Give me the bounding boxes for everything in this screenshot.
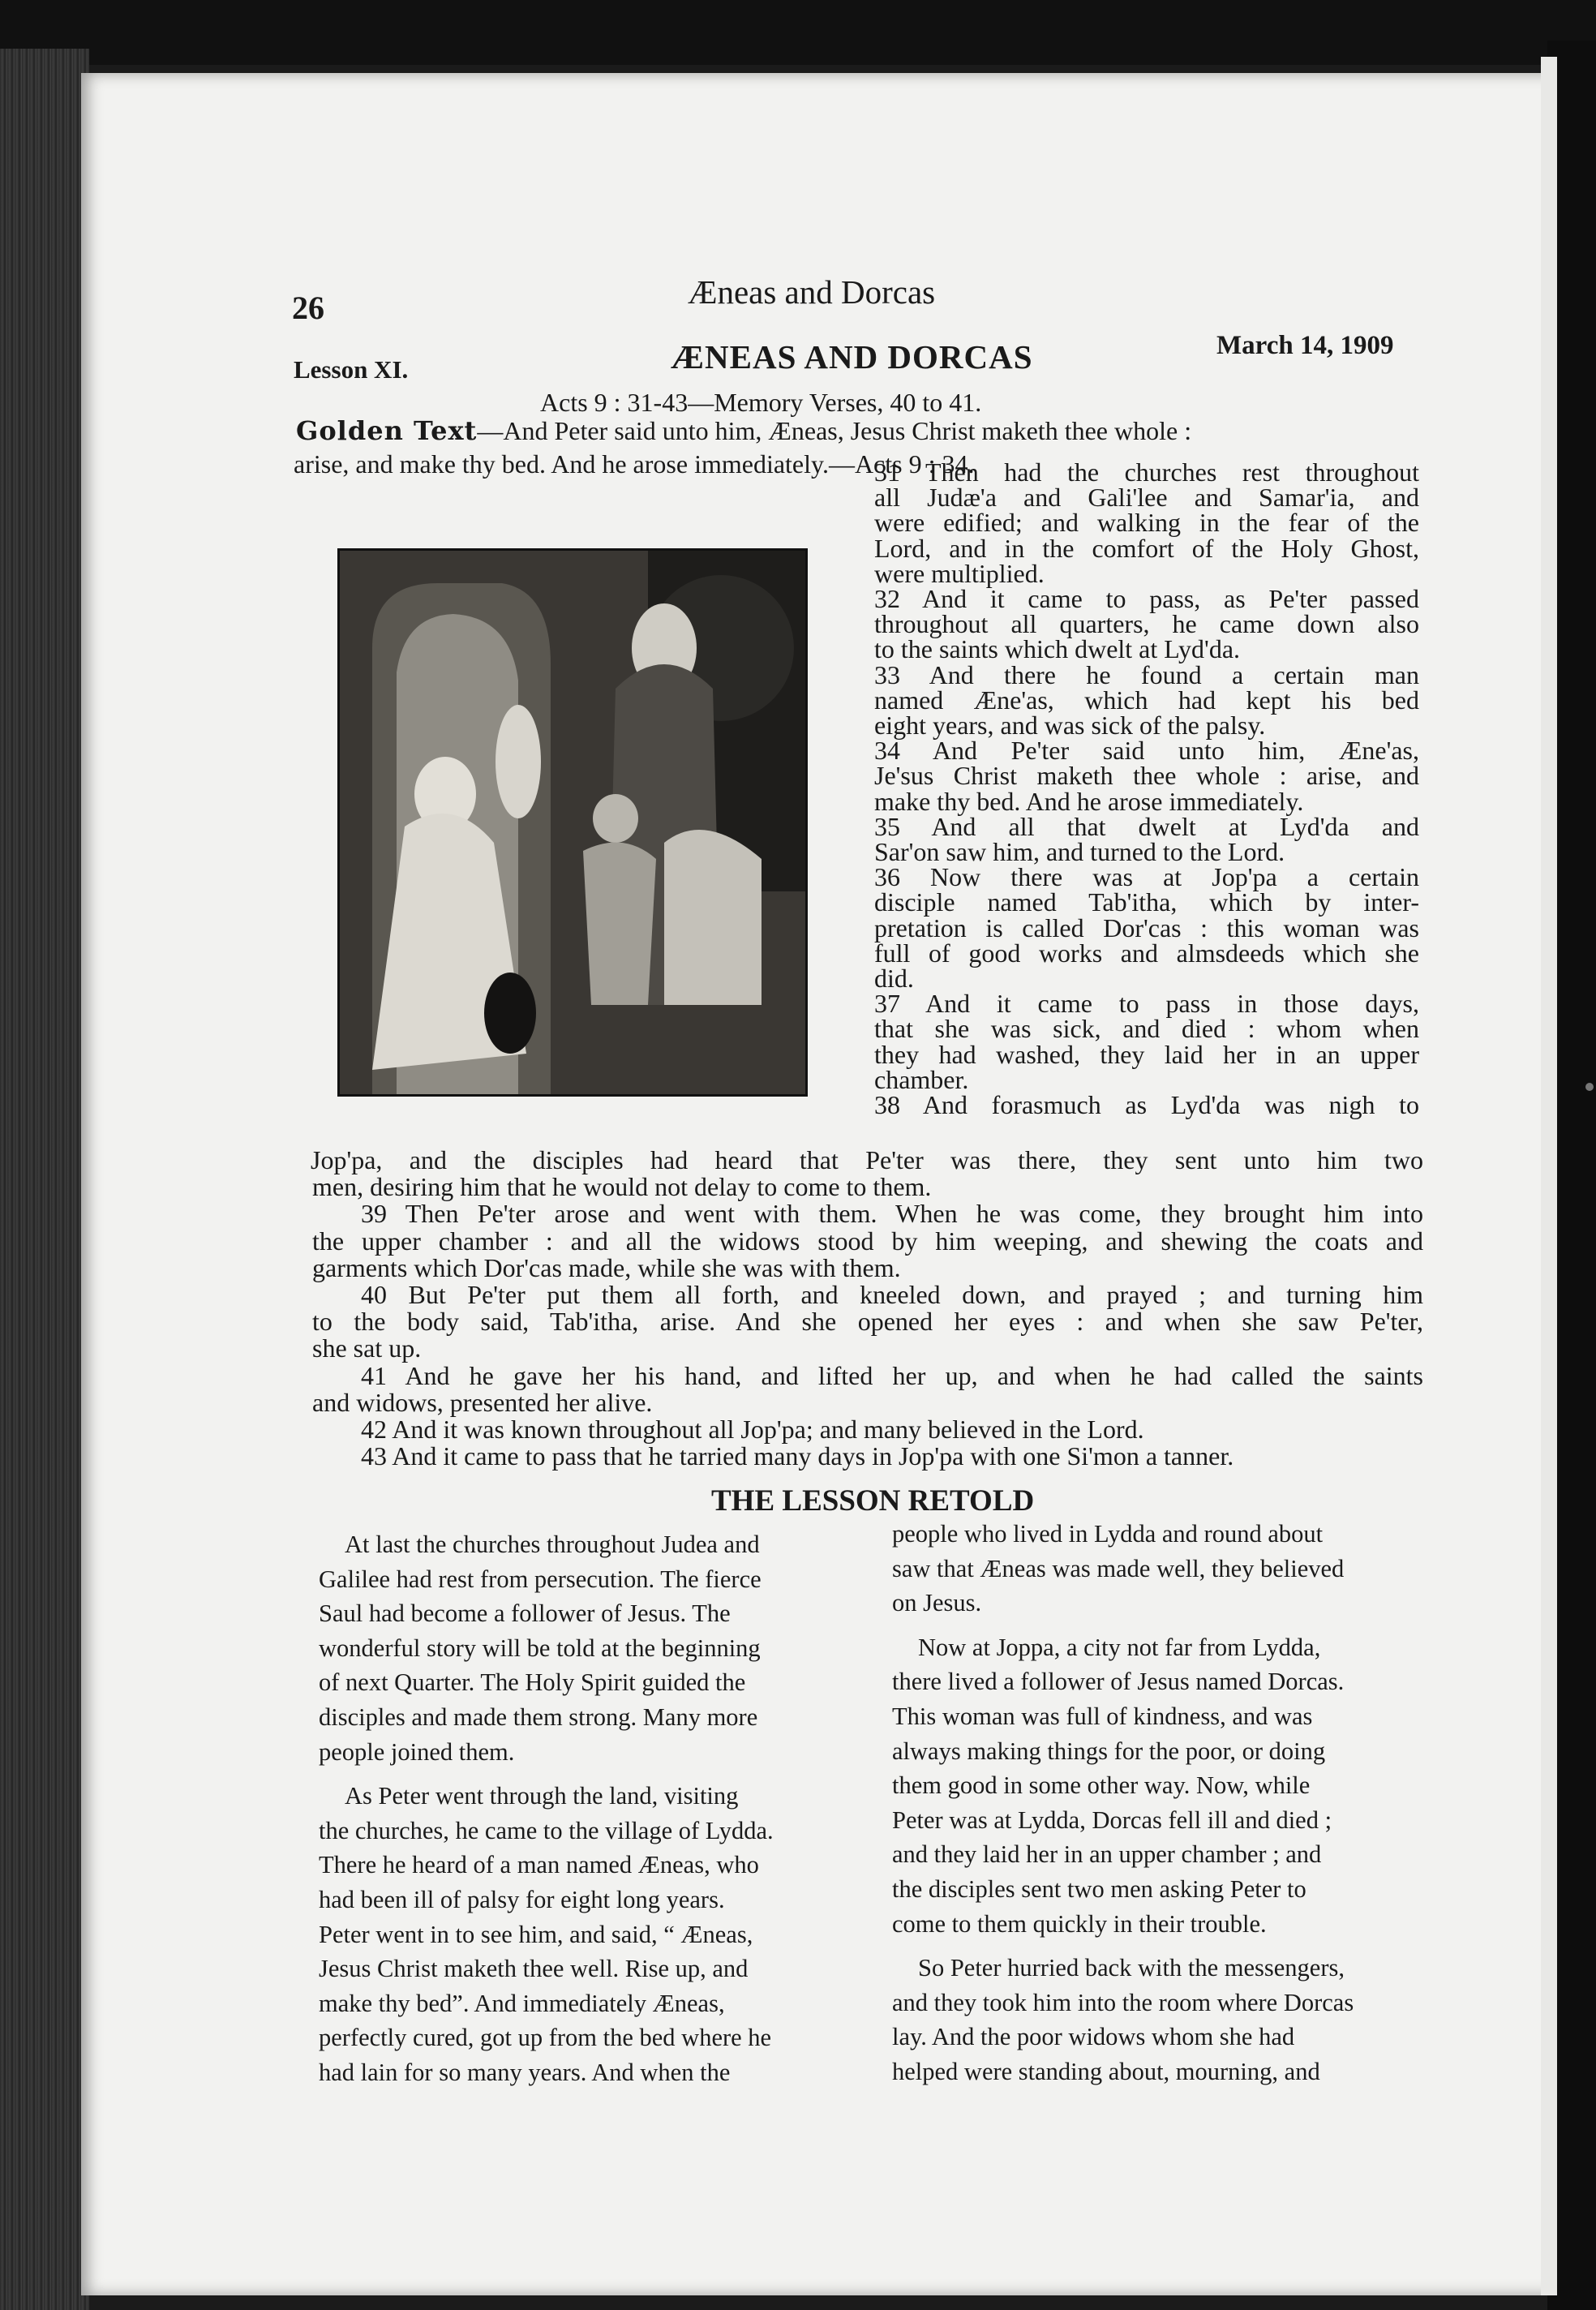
verse-line: throughout all quarters, he came down also xyxy=(874,609,1419,639)
retold-line: saw that Æneas was made well, they believed xyxy=(892,1554,1345,1582)
verse-line: 39 Then Pe'ter arose and went with them. When he was come, they brought him into xyxy=(361,1199,1423,1229)
retold-line: Galilee had rest from persecution. The fierce xyxy=(319,1565,762,1593)
retold-line: had been ill of palsy for eight long years. xyxy=(319,1885,725,1913)
retold-line: wonderful story will be told at the beginning xyxy=(319,1634,761,1662)
retold-line: So Peter hurried back with the messengers, xyxy=(918,1954,1345,1982)
retold-line: helped were standing about, mourning, and xyxy=(892,2057,1320,2085)
verse-line: the upper chamber : and all the widows stood by him weeping, and shewing the coats and xyxy=(312,1226,1423,1256)
retold-line: come to them quickly in their trouble. xyxy=(892,1909,1267,1938)
verse-line: were edified; and walking in the fear of the xyxy=(874,508,1419,538)
verse-line: 38 And forasmuch as Lyd'da was nigh to xyxy=(874,1090,1419,1120)
verse-line: 35 And all that dwelt at Lyd'da and xyxy=(874,811,1419,841)
verse-line: she sat up. xyxy=(312,1333,422,1363)
retold-right-column xyxy=(892,1517,1435,2089)
verse-line: chamber. xyxy=(874,1064,969,1094)
verse-line: to the saints which dwelt at Lyd'da. xyxy=(874,634,1241,664)
margin-mark xyxy=(1585,1083,1594,1091)
golden-text-line-2: arise, and make thy bed. And he arose immediately.—Acts 9 : 34. xyxy=(294,449,975,479)
facing-page-edge xyxy=(1541,57,1557,2295)
paragraph-gap xyxy=(319,1769,860,1779)
retold-line: make thy bed”. And immediately Æneas, xyxy=(319,1989,725,2017)
retold-line: people joined them. xyxy=(319,1737,515,1766)
retold-line: Now at Joppa, a city not far from Lydda, xyxy=(918,1633,1321,1661)
retold-line: had lain for so many years. And when the xyxy=(319,2058,731,2086)
illustration-peter-raising-dorcas xyxy=(337,548,808,1097)
verse-line: Jop'pa, and the disciples had heard that Pe'ter was there, they sent unto him two xyxy=(311,1145,1423,1174)
retold-line: people who lived in Lydda and round about xyxy=(892,1520,1324,1548)
verse-line: 31 Then had the churches rest throughout xyxy=(874,457,1419,487)
golden-text-label: Golden Text xyxy=(296,415,478,446)
verse-line: men, desiring him that he would not delay to come to them. xyxy=(312,1172,932,1202)
retold-line: and they took him into the room where Dorcas xyxy=(892,1988,1354,2016)
retold-line: Jesus Christ maketh thee well. Rise up, and xyxy=(319,1955,749,1983)
retold-line: and they laid her in an upper chamber ; and xyxy=(892,1840,1322,1869)
lesson-label: Lesson XI. xyxy=(294,355,409,384)
verse-line: were multiplied. xyxy=(874,558,1045,588)
verse-line: that she was sick, and died : whom when xyxy=(874,1014,1419,1044)
page-number: 26 xyxy=(292,290,324,326)
retold-line: there lived a follower of Jesus named Dorcas. xyxy=(892,1668,1345,1696)
retold-line: the churches, he came to the village of Lydda. xyxy=(319,1816,774,1844)
verse-line: 42 And it was known throughout all Jop'pa; and many believed in the Lord. xyxy=(361,1415,1144,1445)
golden-text-line-1: —And Peter said unto him, Æneas, Jesus Christ maketh thee whole : xyxy=(477,416,1192,445)
retold-line: As Peter went through the land, visiting xyxy=(345,1782,739,1810)
retold-line: on Jesus. xyxy=(892,1589,982,1617)
retold-left-column xyxy=(319,1527,860,2090)
verse-line: 34 And Pe'ter said unto him, Æne'as, xyxy=(874,736,1419,766)
retold-line: There he heard of a man named Æneas, who xyxy=(319,1851,759,1879)
verse-line: 43 And it came to pass that he tarried many days in Jop'pa with one Si'mon a tanner. xyxy=(361,1441,1234,1471)
verse-line: all Judæ'a and Gali'lee and Samar'ia, and xyxy=(874,483,1419,513)
verse-line: eight years, and was sick of the palsy. xyxy=(874,711,1266,741)
verse-line: 33 And there he found a certain man xyxy=(874,659,1419,689)
verse-line: named Æne'as, which had kept his bed xyxy=(874,685,1419,715)
retold-line: disciples and made them strong. Many more xyxy=(319,1702,758,1731)
lesson-date: March 14, 1909 xyxy=(1216,331,1394,360)
paragraph-gap xyxy=(892,1621,1435,1630)
verse-line: they had washed, they laid her in an upper xyxy=(874,1039,1419,1069)
paragraph-gap xyxy=(892,1941,1435,1951)
retold-line: of next Quarter. The Holy Spirit guided the xyxy=(319,1668,746,1697)
verse-line: Lord, and in the comfort of the Holy Ghost, xyxy=(874,533,1419,563)
retold-line: perfectly cured, got up from the bed where he xyxy=(319,2024,772,2052)
retold-line: Peter went in to see him, and said, “ Æneas, xyxy=(319,1920,753,1948)
verse-line: to the body said, Tab'itha, arise. And she opened her eyes : and when she saw Pe'ter, xyxy=(312,1307,1423,1337)
retold-line: them good in some other way. Now, while xyxy=(892,1771,1311,1800)
verse-line: and widows, presented her alive. xyxy=(312,1387,653,1417)
verse-line: Je'sus Christ maketh thee whole : arise, and xyxy=(874,761,1419,791)
memory-verses: Acts 9 : 31-43—Memory Verses, 40 to 41. xyxy=(540,388,982,417)
lesson-title: ÆNEAS AND DORCAS xyxy=(671,338,1033,376)
verses-column xyxy=(874,457,1419,1120)
retold-line: This woman was full of kindness, and was xyxy=(892,1702,1313,1730)
verse-line: disciple named Tab'itha, which by inter- xyxy=(874,887,1419,917)
running-head: Æneas and Dorcas xyxy=(688,273,936,311)
verse-line: Sar'on saw him, and turned to the Lord. xyxy=(874,837,1285,867)
verse-line: full of good works and almsdeeds which she xyxy=(874,938,1419,968)
retold-line: Saul had become a follower of Jesus. The xyxy=(319,1599,731,1628)
retold-line: the disciples sent two men asking Peter to xyxy=(892,1874,1306,1903)
verses-full-width xyxy=(312,1147,1423,1470)
verse-line: did. xyxy=(874,964,914,994)
verse-line: 41 And he gave her his hand, and lifted her up, and when he had called the saints xyxy=(361,1360,1423,1390)
verse-line: 32 And it came to pass, as Pe'ter passed xyxy=(874,584,1419,614)
verse-line: garments which Dor'cas made, while she was with them. xyxy=(312,1252,901,1282)
retold-line: lay. And the poor widows whom she had xyxy=(892,2023,1295,2051)
verse-line: pretation is called Dor'cas : this woman was xyxy=(874,912,1419,942)
verse-line: 40 But Pe'ter put them all forth, and kneeled down, and prayed ; and turning him xyxy=(361,1280,1423,1310)
scan-top-band xyxy=(0,0,1596,65)
book-spine-edge xyxy=(0,49,89,2310)
retold-heading: THE LESSON RETOLD xyxy=(711,1484,1035,1518)
verse-line: make thy bed. And he arose immediately. xyxy=(874,786,1304,816)
retold-line: At last the churches throughout Judea and xyxy=(345,1531,760,1558)
golden-text xyxy=(296,415,1192,446)
verse-line: 36 Now there was at Jop'pa a certain xyxy=(874,862,1419,892)
illustration-image xyxy=(340,551,805,1094)
retold-line: always making things for the poor, or doing xyxy=(892,1737,1326,1765)
verse-line: 37 And it came to pass in those days, xyxy=(874,989,1419,1019)
retold-line: Peter was at Lydda, Dorcas fell ill and died ; xyxy=(892,1805,1332,1834)
